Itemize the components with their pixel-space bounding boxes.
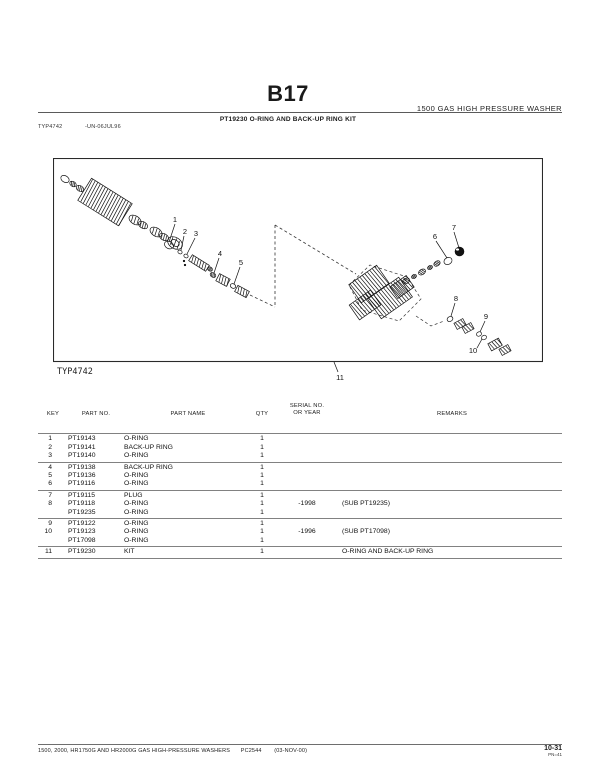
cell-serial bbox=[272, 435, 342, 443]
cell-key: 2 bbox=[48, 443, 52, 451]
cell-serial bbox=[272, 492, 342, 500]
parts-table bbox=[38, 403, 562, 559]
cell-key: 10 bbox=[44, 528, 52, 536]
cell-part-no: PT19230 bbox=[68, 548, 96, 556]
header-rule bbox=[38, 112, 562, 113]
callout-11: 11 bbox=[336, 373, 344, 382]
footer-date: (03-NOV-00) bbox=[274, 748, 308, 754]
image-date-code: -UN-06JUL96 bbox=[85, 124, 121, 130]
cell-key bbox=[38, 509, 68, 517]
cell-remarks bbox=[342, 464, 562, 472]
callout-10: 10 bbox=[468, 346, 478, 355]
cell-qty: 1 bbox=[260, 452, 264, 460]
cell-part-name: O-RING bbox=[124, 508, 149, 516]
cell-qty: 1 bbox=[260, 528, 264, 536]
table-row bbox=[38, 452, 562, 460]
col-header-qty: QTY bbox=[255, 411, 269, 418]
cell-part-name: O-RING bbox=[124, 472, 149, 480]
model-title: 1500 GAS HIGH PRESSURE WASHER bbox=[416, 104, 562, 113]
cell-key: 6 bbox=[48, 480, 52, 488]
cell-part-name: PLUG bbox=[124, 491, 143, 499]
cell-qty: 1 bbox=[260, 491, 264, 499]
cell-serial bbox=[272, 464, 342, 472]
cell-remarks bbox=[342, 509, 562, 517]
callout-6: 6 bbox=[432, 232, 438, 241]
footer-catalog-number: PC2544 bbox=[240, 748, 262, 754]
figure-title: PT19230 O-RING AND BACK-UP RING KIT bbox=[219, 116, 357, 123]
table-group bbox=[38, 462, 562, 490]
table-row bbox=[38, 492, 562, 500]
table-group bbox=[38, 490, 562, 518]
cell-part-name: O-RING bbox=[124, 528, 149, 536]
table-row bbox=[38, 509, 562, 517]
cell-part-name: O-RING bbox=[124, 536, 149, 544]
footer-models: 1500, 2000, HR1750G AND HR2000G GAS HIGH-PRESSURE WASHERS bbox=[38, 748, 231, 754]
cell-part-no: PT19122 bbox=[68, 519, 96, 527]
cell-qty: 1 bbox=[260, 480, 264, 488]
col-header-serial: SERIAL NO. OR YEAR bbox=[289, 403, 325, 417]
cell-remarks: O-RING AND BACK-UP RING bbox=[342, 548, 434, 556]
cell-remarks bbox=[342, 444, 562, 452]
col-header-key: KEY bbox=[46, 411, 60, 418]
cell-qty: 1 bbox=[260, 443, 264, 451]
cell-serial bbox=[272, 472, 342, 480]
cell-qty: 1 bbox=[260, 519, 264, 527]
col-header-part-no: PART NO. bbox=[81, 411, 111, 418]
callout-5: 5 bbox=[238, 258, 244, 267]
exploded-parts-diagram-icon bbox=[53, 158, 543, 386]
callout-3: 3 bbox=[193, 229, 199, 238]
cell-remarks bbox=[342, 492, 562, 500]
col-header-part-name: PART NAME bbox=[170, 411, 206, 418]
section-code: B17 bbox=[267, 81, 309, 106]
cell-part-no: PT19116 bbox=[68, 480, 96, 488]
callout-8: 8 bbox=[453, 294, 459, 303]
cell-part-no: PT17098 bbox=[68, 536, 96, 544]
cell-serial bbox=[272, 509, 342, 517]
cell-remarks bbox=[342, 435, 562, 443]
cell-key: 7 bbox=[48, 491, 52, 499]
cell-part-no: PT19235 bbox=[68, 508, 96, 516]
table-row bbox=[38, 464, 562, 472]
table-group bbox=[38, 546, 562, 558]
diagram-caption: TYP4742 bbox=[57, 367, 93, 377]
image-meta bbox=[38, 124, 121, 130]
callout-4: 4 bbox=[217, 249, 223, 258]
cell-part-no: PT19138 bbox=[68, 463, 96, 471]
footer-page-number: 10-31 bbox=[544, 745, 562, 752]
footer-publication-info bbox=[38, 748, 307, 754]
cell-key: 1 bbox=[48, 435, 52, 443]
col-header-remarks: REMARKS bbox=[436, 411, 468, 418]
cell-serial bbox=[272, 452, 342, 460]
table-row bbox=[38, 537, 562, 545]
table-group bbox=[38, 433, 562, 461]
cell-key: 3 bbox=[48, 452, 52, 460]
cell-remarks bbox=[342, 480, 562, 488]
cell-qty: 1 bbox=[260, 463, 264, 471]
cell-serial bbox=[272, 548, 342, 556]
table-row bbox=[38, 548, 562, 556]
cell-qty: 1 bbox=[260, 500, 264, 508]
callout-7: 7 bbox=[451, 223, 457, 232]
table-row bbox=[38, 480, 562, 488]
table-row bbox=[38, 500, 562, 508]
cell-key: 11 bbox=[44, 548, 52, 556]
cell-part-no: PT19141 bbox=[68, 443, 96, 451]
callout-1: 1 bbox=[172, 215, 178, 224]
image-code: TYP4742 bbox=[38, 124, 63, 130]
cell-key: 8 bbox=[48, 500, 52, 508]
cell-part-name: BACK-UP RING bbox=[124, 443, 173, 451]
cell-key: 5 bbox=[48, 472, 52, 480]
cell-part-no: PT19123 bbox=[68, 528, 96, 536]
cell-qty: 1 bbox=[260, 548, 264, 556]
table-row bbox=[38, 435, 562, 443]
cell-part-no: PT19140 bbox=[68, 452, 96, 460]
cell-part-name: BACK-UP RING bbox=[124, 463, 173, 471]
cell-key: 4 bbox=[48, 463, 52, 471]
cell-serial: -1996 bbox=[298, 528, 316, 536]
cell-remarks bbox=[342, 472, 562, 480]
cell-qty: 1 bbox=[260, 472, 264, 480]
cell-serial bbox=[272, 537, 342, 545]
exploded-view-diagram bbox=[53, 158, 543, 386]
cell-qty: 1 bbox=[260, 508, 264, 516]
cell-key bbox=[38, 537, 68, 545]
cell-remarks: (SUB PT19235) bbox=[342, 500, 390, 508]
cell-serial bbox=[272, 480, 342, 488]
table-row bbox=[38, 520, 562, 528]
parts-table-body bbox=[38, 433, 562, 558]
cell-part-name: O-RING bbox=[124, 435, 149, 443]
cell-remarks: (SUB PT17098) bbox=[342, 528, 390, 536]
footer-print-code: PN=41 bbox=[548, 752, 562, 757]
callout-2: 2 bbox=[182, 227, 188, 236]
table-group bbox=[38, 518, 562, 546]
cell-part-no: PT19143 bbox=[68, 435, 96, 443]
table-row bbox=[38, 472, 562, 480]
cell-key: 9 bbox=[48, 519, 52, 527]
cell-part-name: O-RING bbox=[124, 500, 149, 508]
cell-part-name: O-RING bbox=[124, 452, 149, 460]
parts-table-header bbox=[38, 403, 562, 417]
footer-page-block bbox=[544, 745, 562, 757]
table-row bbox=[38, 528, 562, 536]
cell-part-name: KIT bbox=[124, 548, 135, 556]
cell-remarks bbox=[342, 452, 562, 460]
cell-part-no: PT19118 bbox=[68, 500, 96, 508]
cell-qty: 1 bbox=[260, 536, 264, 544]
cell-part-no: PT19115 bbox=[68, 491, 96, 499]
cell-serial: -1998 bbox=[298, 500, 316, 508]
table-row bbox=[38, 444, 562, 452]
cell-remarks bbox=[342, 520, 562, 528]
footer-rule bbox=[38, 744, 562, 745]
cell-serial bbox=[272, 444, 342, 452]
cell-part-name: O-RING bbox=[124, 519, 149, 527]
cell-serial bbox=[272, 520, 342, 528]
cell-part-name: O-RING bbox=[124, 480, 149, 488]
callout-9: 9 bbox=[483, 312, 489, 321]
cell-qty: 1 bbox=[260, 435, 264, 443]
cell-part-no: PT19136 bbox=[68, 472, 96, 480]
cell-remarks bbox=[342, 537, 562, 545]
